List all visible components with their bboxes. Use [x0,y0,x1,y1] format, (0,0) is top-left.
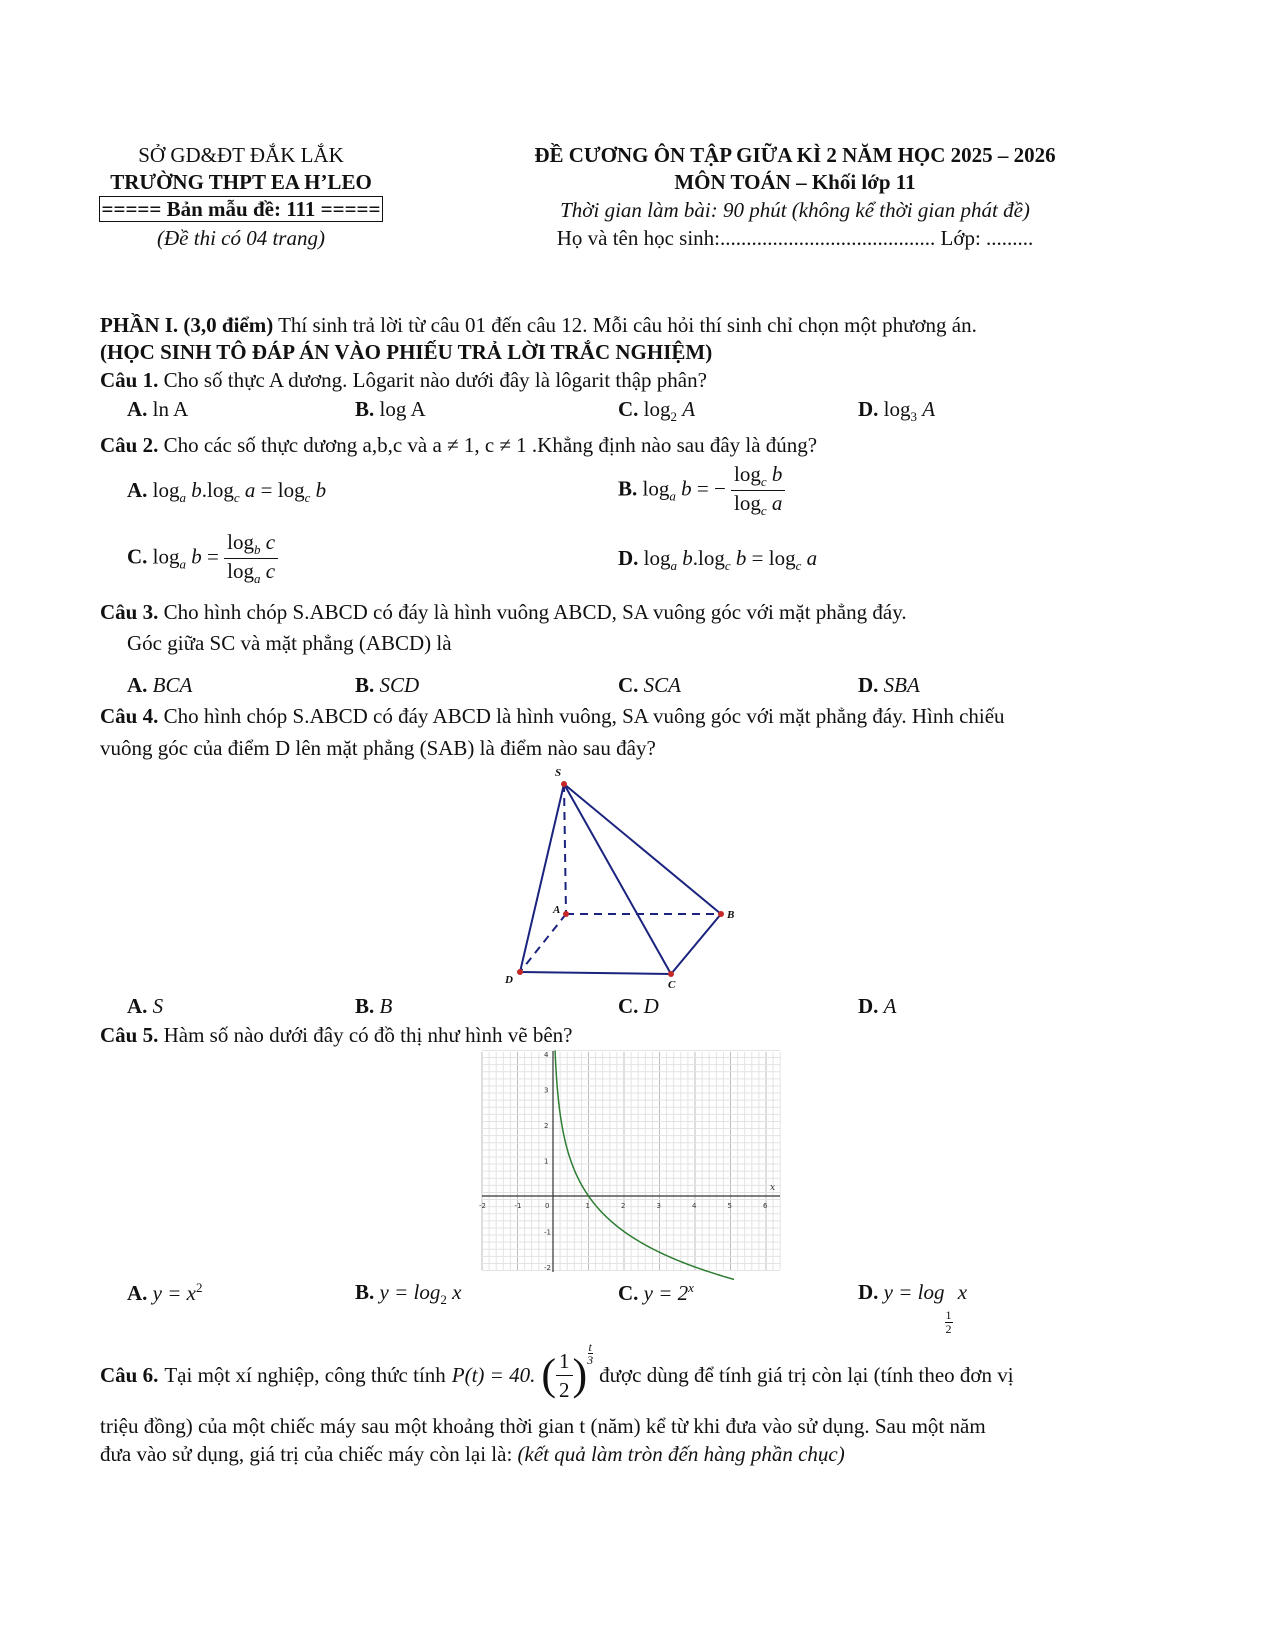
q2-option-c[interactable]: C. $\log_a b$ = $\frac{\log_b c}{\log_a c}$ [127,530,278,587]
x-tick-label: 1 [585,1202,590,1210]
q4-option-b[interactable]: B. B [355,994,393,1018]
school-name: TRƯỜNG THPT EA H’LEO [110,170,372,194]
part1-instruction: PHẦN I. (3,0 điểm) Thí sinh trả lời từ câu 01 đến câu 12. Mỗi câu hỏi thí sinh chỉ chọn một phương án. [100,313,977,337]
q2-option-a[interactable]: A. $\log_a b.\log_c$ $a = \log_c b$ [127,478,327,506]
function-graph [480,1048,785,1274]
q1-option-d[interactable]: D. $\log_3 A$ [858,397,936,425]
q2-option-b[interactable]: B. $\log_a b$ = − $\frac{\log_c b}{\log_c a}$ [618,462,785,519]
point-a [563,911,569,917]
edge-cb [671,914,721,974]
edge-sc [564,784,671,974]
formula-fraction: ( $\frac{1}{2}$ ) t 3 [541,1339,594,1402]
function-curve [555,1050,734,1279]
edge-sd [520,784,564,972]
x-tick-label: -2 [479,1202,486,1210]
formula-lhs: P(t) = 40. [451,1363,536,1387]
q3-option-a[interactable]: A. BCA [127,673,193,697]
question-5: Câu 5. Hàm số nào dưới đây có đồ thị như hình vẽ bên? [100,1023,573,1047]
question-6: Câu 6. Tại một xí nghiệp, công thức tính P(t) = 40. ( $\frac{1}{2}$ ) t 3 được dùng để tính giá trị còn lại (tính theo đơn vị [100,1339,1014,1402]
x-tick-label: 3 [656,1202,661,1210]
y-tick-label: 3 [544,1086,549,1095]
q1-option-b[interactable]: B. log A [355,397,426,421]
q1-option-a[interactable]: A. ln A [127,397,189,421]
subject-line: MÔN TOÁN – Khối lớp 11 [674,170,916,194]
q5-option-a[interactable]: A. $y = x^2$ [127,1280,203,1305]
q5-option-b[interactable]: B. $y = \log_2 x$ [355,1280,462,1308]
part1-note: (HỌC SINH TÔ ĐÁP ÁN VÀO PHIẾU TRẢ LỜI TRẮC NGHIỆM) [100,340,713,364]
student-info-line: Họ và tên học sinh:......................................... Lớp: ......... [556,226,1034,250]
x-tick-label: 0 [545,1202,550,1210]
q5-option-d[interactable]: D. y = log $\frac{1}{2}$ x [858,1280,968,1336]
label-s: S [555,767,562,779]
label-d: D [505,974,513,986]
edge-dc [520,972,671,974]
q3-option-d[interactable]: D. SBA [858,673,920,697]
x-tick-label: 2 [621,1202,626,1210]
y-tick-label: -2 [544,1264,551,1272]
question-6-line2: triệu đồng) của một chiếc máy sau một khoảng thời gian t (năm) kể từ khi đưa vào sử dụng. Sau một năm [100,1414,986,1438]
x-tick-label: 6 [763,1202,768,1210]
time-line: Thời gian làm bài: 90 phút (không kể thời gian phát đề) [560,198,1030,222]
page-count-note: (Đề thi có 04 trang) [157,226,325,250]
question-3-line2: Góc giữa SC và mặt phẳng (ABCD) là [127,631,452,655]
point-c [668,971,674,977]
question-6-line3: đưa vào sử dụng, giá trị của chiếc máy còn lại là: (kết quả làm tròn đến hàng phần chục) [100,1442,845,1466]
question-3: Câu 3. Cho hình chóp S.ABCD có đáy là hình vuông ABCD, SA vuông góc với mặt phẳng đáy. [100,600,907,624]
y-tick-label: 1 [544,1157,549,1166]
q4-option-c[interactable]: C. D [618,994,659,1018]
question-4-line2: vuông góc của điểm D lên mặt phẳng (SAB) là điểm nào sau đây? [100,736,656,760]
department: SỞ GD&ĐT ĐẮK LẮK [138,143,344,167]
q3-option-c[interactable]: C. SCA [618,673,682,697]
label-c: C [668,979,676,991]
label-a: A [553,904,561,916]
y-tick-label: 4 [544,1051,549,1059]
question-2: Câu 2. Cho các số thực dương a,b,c và a ≠ 1, c ≠ 1 .Khẳng định nào sau đây là đúng? [100,433,818,457]
edge-sb [564,784,721,914]
x-axis-label: x [770,1183,776,1193]
q3-option-b[interactable]: B. SCD [355,673,420,697]
q5-option-c[interactable]: C. $y = 2^x$ [618,1280,694,1305]
y-tick-label: -1 [544,1228,551,1237]
q4-option-d[interactable]: D. A [858,994,897,1018]
x-tick-label: 4 [692,1202,697,1210]
pyramid-figure [495,762,755,992]
label-b: B [727,909,735,921]
x-tick-label: 5 [727,1202,732,1210]
point-s [561,781,567,787]
q1-option-c[interactable]: C. $\log_2 A$ [618,397,696,425]
point-d [517,969,523,975]
q4-option-a[interactable]: A. S [127,994,164,1018]
point-b [718,911,724,917]
question-4: Câu 4. Cho hình chóp S.ABCD có đáy ABCD là hình vuông, SA vuông góc với mặt phẳng đáy. Hình chiếu [100,704,1005,728]
q2-option-d[interactable]: D. $\log_a b.\log_c$ $b = \log_c a$ [618,546,818,574]
x-tick-label: -1 [514,1202,522,1210]
y-tick-label: 2 [544,1122,549,1130]
question-1: Câu 1. Cho số thực A dương. Lôgarit nào dưới đây là lôgarit thập phân? [100,368,707,392]
edge-sa [564,784,566,914]
exam-title: ĐỀ CƯƠNG ÔN TẬP GIỮA KÌ 2 NĂM HỌC 2025 – 2026 [534,143,1056,167]
exam-code-box: ===== Bản mẫu đề: 111 ===== [80,195,402,223]
